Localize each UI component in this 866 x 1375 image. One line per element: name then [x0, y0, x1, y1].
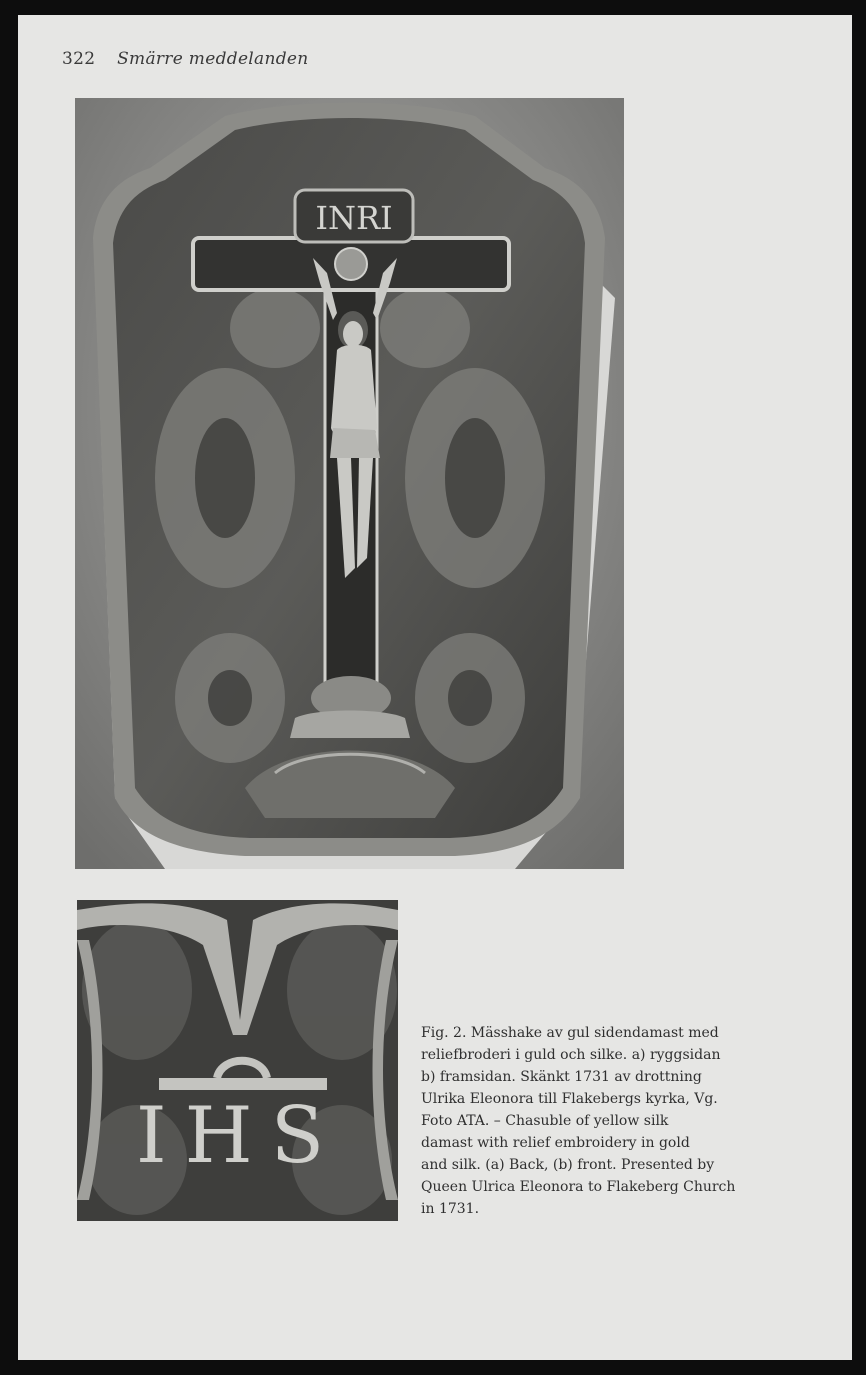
figure-caption [421, 1022, 781, 1220]
caption-line: Foto ATA. – Chasuble of yellow silk [421, 1113, 669, 1129]
caption-line: Fig. 2. Mässhake av gul sidendamast med [421, 1025, 719, 1041]
inri-inscription: INRI [315, 199, 393, 237]
chasuble-back-photo [75, 98, 624, 869]
caption-line: b) framsidan. Skänkt 1731 av drottning [421, 1069, 702, 1085]
caption-line: damast with relief embroidery in gold [421, 1135, 690, 1151]
caption-line: reliefbroderi i guld och silke. a) ryggsidan [421, 1047, 721, 1063]
caption-line: in 1731. [421, 1201, 480, 1217]
caption-line: Queen Ulrica Eleonora to Flakeberg Church [421, 1179, 736, 1195]
figure-chasuble-front [77, 900, 398, 1221]
caption-line: Ulrika Eleonora till Flakebergs kyrka, Vg. [421, 1091, 718, 1107]
page [18, 15, 852, 1360]
ihs-monogram: IHS [135, 1091, 343, 1181]
chasuble-front-photo [77, 900, 398, 1221]
caption-line: and silk. (a) Back, (b) front. Presented by [421, 1157, 715, 1173]
page-number: 322 [62, 49, 96, 69]
figure-chasuble-back [75, 98, 624, 869]
section-title: Smärre meddelanden [117, 49, 309, 69]
running-head [62, 49, 309, 69]
